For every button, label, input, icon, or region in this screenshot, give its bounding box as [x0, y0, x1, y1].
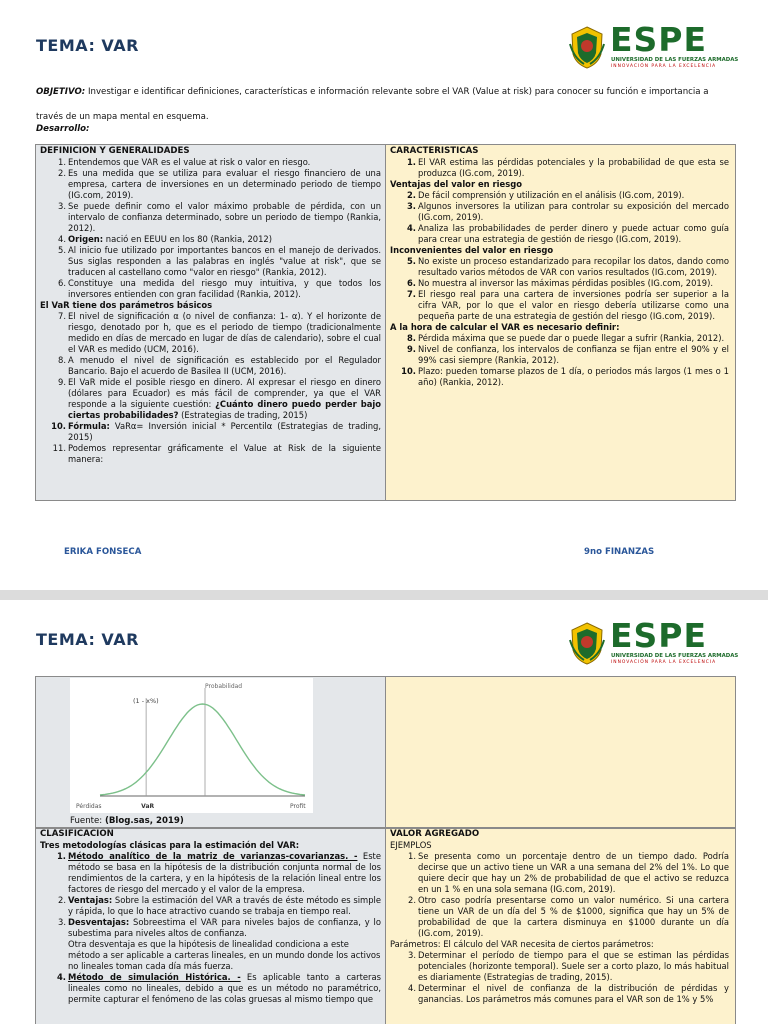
logo-subtitle: UNIVERSIDAD DE LAS FUERZAS ARMADAS [611, 57, 739, 63]
footer-author: ERIKA FONSECA [64, 547, 142, 557]
classification-box [35, 828, 386, 1024]
definition-heading: DEFINICION Y GENERALIDADES [40, 146, 190, 156]
objective-text: Investigar e identificar definiciones, características e información relevante sobre el VAR (Value at risk) para conocer su función e importancia a través de un mapa mental en esquema. [36, 87, 709, 122]
espe-logo [568, 616, 739, 670]
var-chart-svg [70, 678, 313, 813]
list-item: 9. Nivel de confianza, los intervalos de confianza se fijan entre el 90% y el 99% casi siempre (Rankia, 2012). [406, 344, 729, 365]
footer-course: 9no FINANZAS [584, 547, 655, 557]
advantages-subheading: Ventajas del valor en riesgo [390, 179, 522, 189]
y-axis-label: Probabilidad [205, 683, 243, 690]
page-2 [0, 600, 768, 1024]
page-title: TEMA: VAR [36, 36, 139, 55]
page-title: TEMA: VAR [36, 630, 139, 649]
x-tick-var: VaR [141, 803, 155, 810]
list-item: 8. A menudo el nivel de significación es establecido por el Regulador Bancario. Bajo el acuerdo de Basilea II (UCM, 2016). [58, 355, 381, 376]
list-item: 3. Algunos inversores la utilizan para controlar su exposición del mercado (IG.com, 2019). [406, 201, 729, 222]
logo-brand: ESPE [610, 616, 708, 655]
parameters-paragraph: Parámetros: El cálculo del VAR necesita de ciertos parámetros: [390, 939, 654, 949]
logo-tagline: INNOVACIÓN PARA LA EXCELENCIA [611, 64, 717, 69]
list-item: 6. Constituye una medida del riesgo muy intuitiva, y que todos los inversores entienden con gran facilidad (Rankia, 2012). [58, 278, 381, 299]
parameters-subheading: El VaR tiene dos parámetros básicos [40, 300, 213, 310]
var-chart [70, 678, 313, 813]
espe-logo [568, 20, 739, 74]
list-item: 1. El VAR estima las pérdidas potenciales y la probabilidad de que esta se produzca (IG.com, 2019). [406, 157, 729, 178]
characteristics-list-a [390, 157, 729, 179]
list-item: 7. El nivel de significación α (o nivel de confianza: 1- α). Y el horizonte de riesgo, denotado por h, que es el periodo de tiempo (tradicionalmente medido en días de mercado en lugar de días de calendario), sobre el cual el VAR es medido (UCM, 2016). [58, 311, 381, 354]
methods-paragraph: Otra desventaja es que la hipótesis de linealidad condiciona a este método a ser aplicable a carteras lineales, en un mundo donde los activos no lineales toman cada día más fuerza. [68, 939, 381, 971]
list-item: 4. Determinar el nivel de confianza de la distribución de pérdidas y ganancias. Los parámetros más comunes para el VAR son de 1% y 5% [408, 983, 729, 1004]
list-item: 10. Fórmula: VaRα= Inversión inicial * Percentilα (Estrategias de trading, 2015) [51, 421, 381, 442]
list-item: 1. Entendemos que VAR es el value at risk o valor en riesgo. [58, 157, 311, 167]
list-item: 2. Otro caso podría presentarse como un valor numérico. Si una cartera tiene un VAR de un día del 5 % de $1000, significa que hay un 5% de probabilidad de que la cartera disminuya en $1000 durante un día (IG.com, 2019). [408, 895, 729, 938]
list-item: 4. Método de simulación Histórica. - Es aplicable tanto a carteras lineales como no lineales, debido a que es un método no paramétrico, permite capturar el fenómeno de las colas gruesas al mismo tiempo que [56, 972, 381, 1004]
list-item: 1. Método analítico de la matriz de varianzas-covarianzas. - Este método se basa en la hipótesis de la distribución conjunta normal de los rendimientos de la cartera, y en la hipótesis de la relación lineal entre los factores de riesgo del mercado y el valor de la empresa. [56, 851, 381, 894]
added-value-box [385, 828, 736, 1024]
list-item: 7. El riesgo real para una cartera de inversiones podría ser superior a la cifra VAR, por lo que el valor en riesgo debería utilizarse como una pequeña parte de una estrategia de gestión del riesgo (IG.com, 2019). [406, 289, 729, 321]
list-item: 5. No existe un proceso estandarizado para recopilar los datos, dando como resultado varios métodos de VAR con varios resultados (IG.com, 2019). [406, 256, 729, 277]
examples-list [390, 851, 729, 939]
list-item: 9. El VaR mide el posible riesgo en dinero. Al expresar el riesgo en dinero (dólares para Ecuador) es más fácil de comprender, ya que el VAR responde a la siguiente cuestión: ¿Cuánto dinero puedo perder bajo ciertas probabilidades? (Estrategias de trading, 2015) [58, 377, 381, 420]
crest-icon [568, 620, 606, 666]
list-item: 10. Plazo: pueden tomarse plazos de 1 día, o periodos más largos (1 mes o 1 año) (Rankia, 2012). [401, 366, 729, 387]
list-item: 3. Desventajas: Sobreestima el VAR para niveles bajos de confianza, y lo subestima para niveles altos de confianza. [58, 917, 381, 938]
definition-box [35, 144, 386, 501]
added-value-heading: VALOR AGREGADO [390, 829, 480, 839]
desarrollo-label: Desarrollo: [36, 124, 90, 134]
list-item: 2. Es una medida que se utiliza para evaluar el riesgo financiero de una empresa, cartera de inversiones en un determinado periodo de tiempo (IG.com, 2019). [58, 168, 381, 200]
list-item: 1. Se presenta como un porcentaje dentro de un tiempo dado. Podría decirse que un activo tiene un VAR a una semana del 2% del 1%. Lo que quiere decir que hay un 2% de probabilidad de que el activo se reduzca en un 1 % en una sola semana (IG.com, 2019). [408, 851, 729, 894]
x-tick-profit: Profit [290, 803, 306, 810]
list-item: 8. Pérdida máxima que se puede dar o puede llegar a sufrir (Rankia, 2012). [406, 333, 725, 343]
objective [36, 80, 736, 130]
list-item: 4. Origen: nació en EEUU en los 80 (Rankia, 2012) [58, 234, 273, 244]
x-tick-losses: Pérdidas [76, 803, 102, 810]
list-item: 6. No muestra al inversor las máximas pérdidas posibles (IG.com, 2019). [406, 278, 714, 288]
list-item: 2. De fácil comprensión y utilización en el análisis (IG.com, 2019). [406, 190, 685, 200]
logo-subtitle: UNIVERSIDAD DE LAS FUERZAS ARMADAS [611, 653, 739, 659]
disadvantages-subheading: Inconvenientes del valor en riesgo [390, 245, 554, 255]
list-item: 5. Al inicio fue utilizado por importantes bancos en el manejo de derivados. Sus siglas responden a las palabras en inglés "value at risk", que se traducen al castellano como "valor en riesgo" (Rankia, 2012). [58, 245, 381, 277]
examples-subheading: EJEMPLOS [390, 840, 432, 850]
characteristics-list-b [390, 190, 729, 245]
list-item: 3. Determinar el período de tiempo para el que se estiman las pérdidas potenciales (horizonte temporal). Suele ser a corto plazo, lo más habitual es diariamente (Estrategias de trading, 2015). [408, 950, 729, 982]
parameters-list [390, 950, 729, 1005]
definition-list-b [40, 311, 381, 465]
characteristics-list-d [390, 333, 729, 388]
chart-caption: Fuente: (Blog.sas, 2019) [70, 816, 184, 826]
characteristics-box [385, 144, 736, 501]
methods-list [40, 851, 381, 939]
characteristics-heading: CARACTERISTICAS [390, 146, 479, 156]
calculation-subheading: A la hora de calcular el VAR es necesario definir: [390, 322, 620, 332]
objective-label: OBJETIVO: [36, 87, 86, 97]
logo-brand: ESPE [610, 20, 708, 59]
list-item: 11. Podemos representar gráficamente el Value at Risk de la siguiente manera: [52, 443, 381, 464]
methods-list-2 [40, 972, 381, 1005]
classification-heading: CLASIFICACION [40, 829, 114, 839]
characteristics-list-c [390, 256, 729, 322]
methods-subheading: Tres metodologías clásicas para la estimación del VAR: [40, 840, 300, 850]
normal-curve [100, 704, 305, 795]
crest-icon [568, 24, 606, 70]
list-item: 2. Ventajas: Sobre la estimación del VAR a través de éste método es simple y rápida, lo que lo hace atractivo cuando se trabaja en tiempo real. [58, 895, 381, 916]
definition-list-a [40, 157, 381, 300]
confidence-annotation: (1 - x%) [133, 697, 159, 705]
empty-box [385, 676, 736, 828]
list-item: 4. Analiza las probabilidades de perder dinero y puede actuar como guía para crear una estrategia de gestión de riesgo (IG.com, 2019). [406, 223, 729, 244]
logo-tagline: INNOVACIÓN PARA LA EXCELENCIA [611, 660, 717, 665]
list-item: 3. Se puede definir como el valor máximo probable de pérdida, con un intervalo de confianza determinado, sobre un periodo de tiempo (Rankia, 2012). [58, 201, 381, 233]
